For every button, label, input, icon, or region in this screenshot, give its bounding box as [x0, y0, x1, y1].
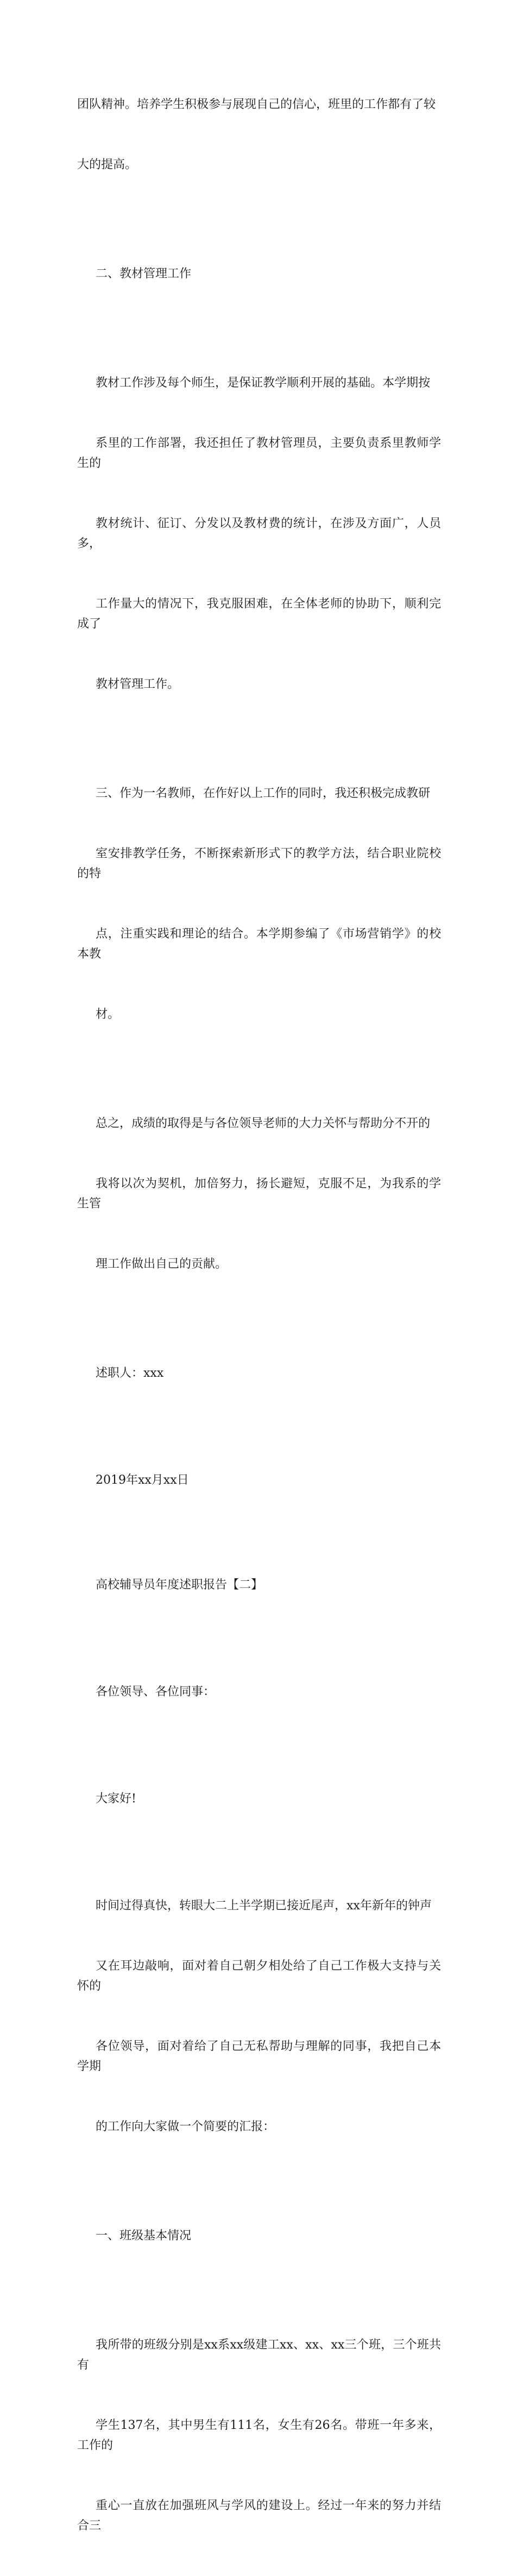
- text-line: 教材统计、征订、分发以及教材费的统计，在涉及方面广，人员多，: [77, 517, 441, 550]
- text-line: 我将以次为契机，加倍努力，扬长避短，克服不足，为我系的学生管: [77, 1177, 441, 1211]
- text-line: 我所带的班级分别是xx系xx级建工xx、xx、xx三个班，三个班共有: [77, 2338, 441, 2372]
- text-line: 述职人：xxx: [96, 1366, 164, 1380]
- report-title-two: [77, 1535, 441, 1635]
- text-line: 二、教材管理工作: [96, 267, 192, 281]
- text-line: 工作量大的情况下，我克服困难，在全体老师的协助下，顺利完成了: [77, 597, 441, 631]
- text-line: 团队精神。培养学生积极参与展现自己的信心，班里的工作都有了较: [77, 98, 436, 111]
- reporter-signature: [77, 1323, 441, 1423]
- heading-textbook-management: [77, 224, 441, 324]
- text-line: 教材管理工作。: [96, 678, 180, 691]
- text-line: 各位领导、各位同事：: [96, 1685, 216, 1699]
- text-line: 系里的工作部署，我还担任了教材管理员，主要负责系里教师学生的: [77, 436, 441, 470]
- text-line: 又在耳边敲响，面对着自己朝夕相处给了自己工作极大支持与关怀的: [77, 1959, 441, 1993]
- paragraph-time-flies: [77, 1856, 441, 2177]
- heading-class-basics: [77, 2186, 441, 2286]
- text-line: 的工作向大家做一个简要的汇报：: [96, 2120, 275, 2134]
- text-line: 三、作为一名教师，在作好以上工作的同时，我还积极完成教研: [96, 787, 431, 800]
- text-line: 点，注重实践和理论的结合。本学期参编了《市场营销学》的校本教: [77, 927, 441, 961]
- text-line: 各位领导，面对着给了自己无私帮助与理解的同事，我把自己本学期: [77, 2040, 441, 2073]
- text-line: 室安排教学任务，不断探索新形式下的教学方法，结合职业院校的特: [77, 847, 441, 881]
- salutation: [77, 1642, 441, 1742]
- greeting: [77, 1749, 441, 1849]
- paragraph-conclusion: [77, 1073, 441, 1314]
- text-line: 总之，成绩的取得是与各位领导老师的大力关怀与帮助分不开的: [96, 1117, 431, 1130]
- text-line: 大的提高。: [77, 158, 137, 172]
- text-line: 高校辅导员年度述职报告【二】: [96, 1578, 263, 1592]
- paragraph-team-spirit: [77, 54, 441, 215]
- text-line: 教材工作涉及每个师生，是保证教学顺利开展的基础。本学期按: [96, 376, 431, 390]
- text-line: 时间过得真快，转眼大二上半学期已接近尾声，xx年新年的钟声: [96, 1899, 432, 1913]
- paragraph-class-details: [77, 2295, 441, 2576]
- text-line: 理工作做出自己的贡献。: [96, 1257, 228, 1271]
- text-line: 大家好!: [96, 1792, 136, 1806]
- text-line: 一、班级基本情况: [96, 2229, 192, 2243]
- paragraph-textbook-work: [77, 333, 441, 735]
- paragraph-as-teacher: [77, 743, 441, 1065]
- text-line: 材。: [96, 1008, 120, 1021]
- report-date: [77, 1430, 441, 1530]
- text-line: 学生137名，其中男生有111名，女生有26名。带班一年多来，工作的: [77, 2419, 441, 2452]
- document-page: [77, 54, 441, 2576]
- text-line: 2019年xx月xx日: [96, 1473, 189, 1487]
- text-line: 重心一直放在加强班风与学风的建设上。经过一年来的努力并结合三: [77, 2499, 441, 2533]
